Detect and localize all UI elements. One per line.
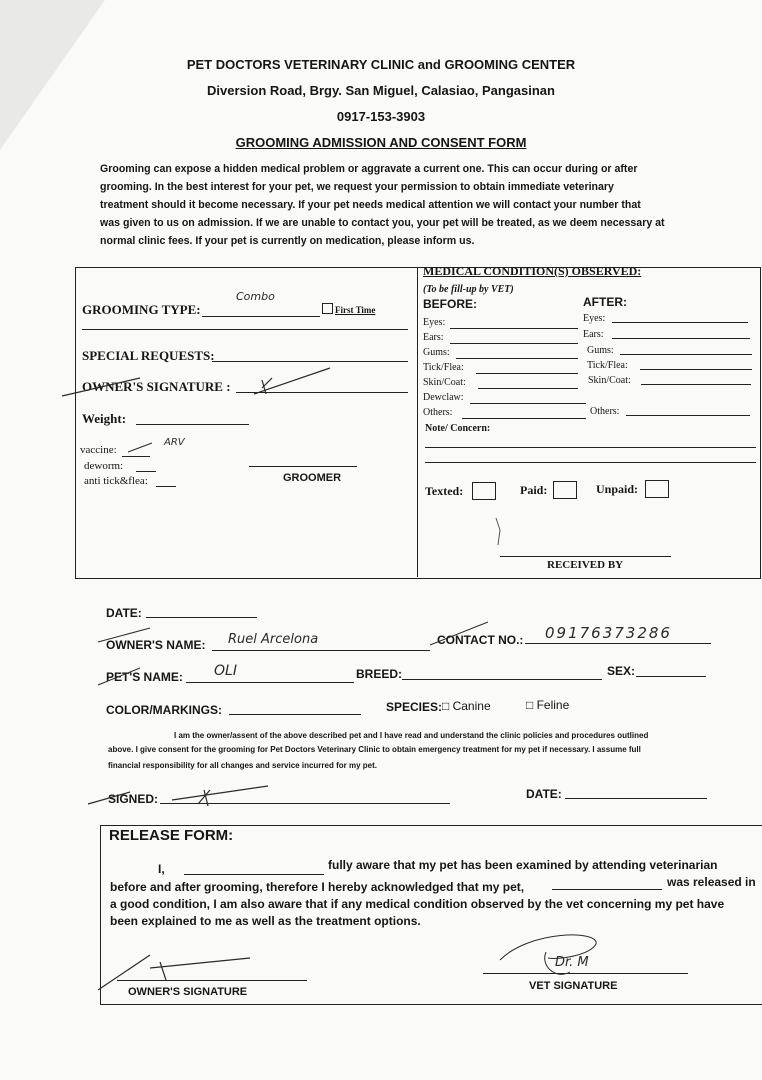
before-skin-coat: Skin/Coat:: [423, 377, 466, 388]
after-label: AFTER:: [583, 295, 627, 309]
release-line-2b: was released in: [667, 875, 756, 889]
intro-line: was given to us on admission. If we are unable to contact you, your pet will be treated, as we deem necessary at: [100, 217, 665, 229]
groomer-signature-line[interactable]: [249, 466, 357, 467]
before-eyes: Eyes:: [423, 317, 446, 328]
contact-value: 09176373286: [545, 624, 672, 642]
sex-field[interactable]: [636, 676, 706, 677]
sex-label: SEX:: [607, 664, 636, 678]
consent-date-field[interactable]: [565, 798, 707, 799]
after-others: Others:: [590, 406, 620, 417]
after-others-field[interactable]: [626, 415, 750, 416]
after-eyes: Eyes:: [583, 313, 606, 324]
anti-tick-field[interactable]: [156, 486, 176, 487]
after-gums-field[interactable]: [620, 354, 752, 355]
consent-line-3: financial responsibility for all changes and service incurred for my pet.: [108, 761, 377, 770]
before-skin-coat-field[interactable]: [478, 388, 578, 389]
signed-label: SIGNED:: [108, 792, 159, 806]
after-skin-coat-field[interactable]: [641, 384, 751, 385]
note-label: Note/ Concern:: [425, 423, 491, 434]
owner-signature-field[interactable]: [236, 392, 408, 393]
deworm-field[interactable]: [136, 471, 156, 472]
after-ears: Ears:: [583, 329, 604, 340]
intro-line: Grooming can expose a hidden medical problem or aggravate a current one. This can occur during or after: [100, 163, 638, 175]
medical-title: MEDICAL CONDITION(S) OBSERVED:: [423, 264, 642, 278]
checkbox-icon: [322, 303, 333, 314]
pet-name-value: OLI: [214, 663, 237, 679]
before-label: BEFORE:: [423, 297, 477, 311]
release-pet-field[interactable]: [552, 889, 662, 890]
table-divider: [417, 267, 418, 577]
texted-label: Texted:: [425, 484, 464, 498]
release-line-4: been explained to me as well as the treatment options.: [110, 914, 421, 928]
after-tick-flea-field[interactable]: [640, 369, 752, 370]
vet-signature-handwritten: Dr. M: [555, 955, 589, 970]
grooming-type-line-2[interactable]: [82, 329, 408, 330]
color-field[interactable]: [229, 714, 361, 715]
received-by-line[interactable]: [500, 556, 671, 557]
owner-signature-label: OWNER'S SIGNATURE :: [82, 379, 231, 394]
color-label: COLOR/MARKINGS:: [106, 703, 222, 717]
breed-field[interactable]: [402, 679, 602, 680]
deworm-label: deworm:: [84, 460, 124, 472]
before-dewclaw-field[interactable]: [470, 403, 586, 404]
clinic-phone: 0917-153-3903: [336, 109, 426, 124]
before-gums-field[interactable]: [456, 358, 578, 359]
special-requests-label: SPECIAL REQUESTS:: [82, 348, 215, 363]
unpaid-checkbox[interactable]: [645, 480, 669, 498]
received-by-label: RECEIVED BY: [547, 559, 624, 571]
release-name-field[interactable]: [184, 874, 324, 875]
pet-name-label: PET'S NAME:: [106, 670, 183, 684]
after-ears-field[interactable]: [612, 338, 750, 339]
vaccine-field[interactable]: [122, 456, 150, 457]
note-line-1[interactable]: [425, 447, 756, 448]
species-canine-option[interactable]: □ Canine: [442, 699, 491, 713]
clinic-name: PET DOCTORS VETERINARY CLINIC and GROOMING CENTER: [186, 57, 576, 72]
texted-checkbox[interactable]: [472, 482, 496, 500]
after-skin-coat: Skin/Coat:: [588, 375, 631, 386]
release-owner-signature-line[interactable]: [117, 980, 307, 981]
before-eyes-field[interactable]: [450, 328, 578, 329]
anti-tick-label: anti tick&flea:: [84, 475, 148, 487]
unpaid-label: Unpaid:: [596, 482, 639, 496]
date-label: DATE:: [106, 606, 142, 620]
intro-line: grooming. In the best interest for your pet, we request your permission to obtain immediate veterinary: [100, 181, 614, 193]
vaccine-label: vaccine:: [80, 444, 117, 456]
species-feline-option[interactable]: □ Feline: [526, 698, 570, 712]
owner-name-label: OWNER'S NAME:: [106, 638, 206, 652]
grooming-type-value: Combo: [236, 290, 275, 303]
vet-signature-line[interactable]: [483, 973, 688, 974]
note-line-2[interactable]: [425, 462, 756, 463]
date-field[interactable]: [146, 617, 257, 618]
consent-date-label: DATE:: [526, 787, 562, 801]
before-ears-field[interactable]: [450, 343, 578, 344]
before-dewclaw: Dewclaw:: [423, 392, 464, 403]
folded-corner: [0, 0, 105, 150]
after-eyes-field[interactable]: [612, 322, 748, 323]
signed-field[interactable]: [160, 803, 450, 804]
before-ears: Ears:: [423, 332, 444, 343]
release-line-2a: before and after grooming, therefore I hereby acknowledged that my pet,: [110, 880, 525, 894]
first-time-checkbox[interactable]: First Time: [322, 303, 375, 315]
release-title: RELEASE FORM:: [109, 827, 234, 844]
after-tick-flea: Tick/Flea:: [587, 360, 628, 371]
breed-label: BREED:: [356, 667, 403, 681]
owner-name-field[interactable]: [212, 650, 430, 651]
before-gums: Gums:: [423, 347, 450, 358]
paid-label: Paid:: [520, 483, 548, 497]
owner-name-value: Ruel Arcelona: [228, 632, 319, 647]
form-title: GROOMING ADMISSION AND CONSENT FORM: [235, 135, 527, 150]
weight-label: Weight:: [82, 411, 127, 426]
groomer-label: GROOMER: [283, 472, 342, 484]
medical-subtitle: (To be fill-up by VET): [423, 284, 514, 295]
consent-line-2: above. I give consent for the grooming for Pet Doctors Veterinary Clinic to obtain emergency treatment for my pet if necessary. I assume full: [108, 745, 641, 754]
vet-signature-label: VET SIGNATURE: [529, 980, 618, 992]
after-gums: Gums:: [587, 345, 614, 356]
before-tick-flea-field[interactable]: [476, 373, 578, 374]
intro-line: treatment should it become necessary. If your pet needs medical attention we will contact your number that: [100, 199, 641, 211]
grooming-type-field[interactable]: [202, 316, 320, 317]
before-others-field[interactable]: [462, 418, 586, 419]
vaccine-value: ARV: [164, 437, 185, 448]
before-tick-flea: Tick/Flea:: [423, 362, 464, 373]
species-label: SPECIES:: [386, 700, 443, 714]
release-owner-signature-label: OWNER'S SIGNATURE: [128, 986, 248, 998]
consent-line-1: I am the owner/assent of the above described pet and I have read and understand the clinic policies and procedures outlined: [174, 731, 649, 740]
contact-field[interactable]: [525, 643, 711, 644]
intro-line: normal clinic fees. If your pet is currently on medication, please inform us.: [100, 235, 475, 247]
release-line-1: fully aware that my pet has been examined by attending veterinarian: [328, 858, 718, 872]
release-line-3: a good condition, I am also aware that if any medical condition observed by the vet concerning my pet have: [110, 897, 725, 911]
weight-field[interactable]: [136, 424, 249, 425]
grooming-type-label: GROOMING TYPE:: [82, 302, 201, 317]
intro-paragraph: [100, 160, 710, 250]
before-others: Others:: [423, 407, 453, 418]
pet-name-field[interactable]: [186, 682, 354, 683]
paid-checkbox[interactable]: [553, 481, 577, 499]
clinic-address: Diversion Road, Brgy. San Miguel, Calasiao, Pangasinan: [207, 83, 555, 98]
special-requests-field[interactable]: [212, 361, 408, 362]
contact-label: CONTACT NO.:: [437, 633, 524, 647]
release-i-label: I,: [158, 862, 165, 876]
